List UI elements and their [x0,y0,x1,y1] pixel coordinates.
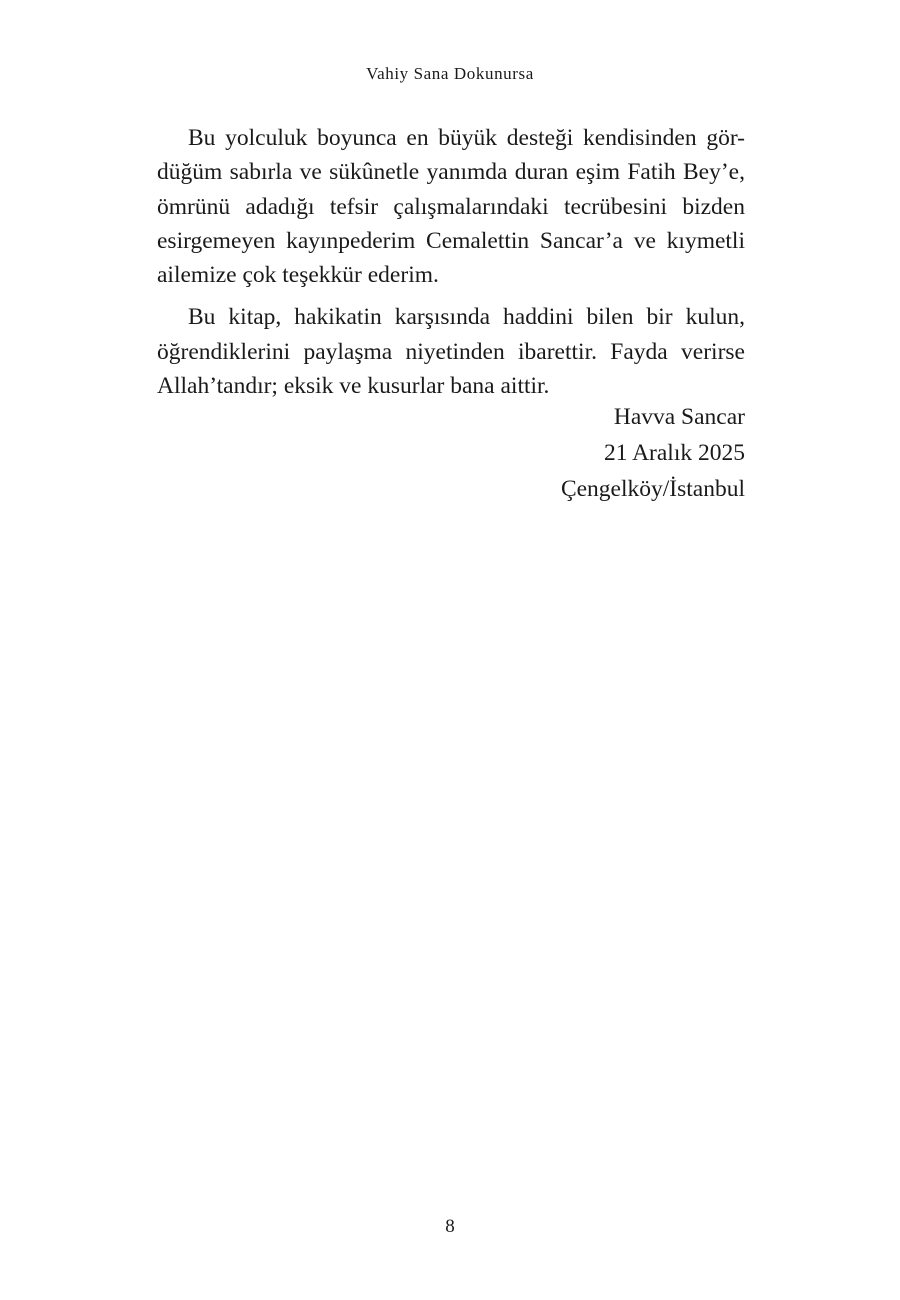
running-header: Vahiy Sana Dokunursa [366,64,534,83]
signature-place: Çengelköy/İstanbul [560,476,745,502]
paragraph-acknowledgements [157,121,745,292]
signature-date: 21 Aralık 2025 [604,440,745,466]
body-text [157,121,745,411]
text-line: esirgemeyen kayınpederim Cemalettin Sancar’a ve kıymetli [157,227,745,254]
text-line: ailemize çok teşekkür ederim. [157,262,439,289]
signature-block [561,399,745,507]
author-name: Havva Sancar [613,404,745,430]
text-line: ömrünü adadığı tefsir çalışmalarındaki tecrübesini bizden [157,193,745,220]
text-line: Bu kitap, hakikatin karşısında haddini bilen bir kulun, [188,304,745,331]
text-line: Bu yolculuk boyunca en büyük desteği kendisinden gör- [188,125,745,151]
text-line: düğüm sabırla ve sükûnetle yanımda duran eşim Fatih Bey’e, [157,159,745,186]
paragraph-intent [157,300,745,403]
text-line: öğrendiklerini paylaşma niyetinden ibarettir. Fayda verirse [157,338,745,365]
page-number: 8 [445,1216,455,1237]
text-line: Allah’tandır; eksik ve kusurlar bana aittir. [157,373,550,400]
